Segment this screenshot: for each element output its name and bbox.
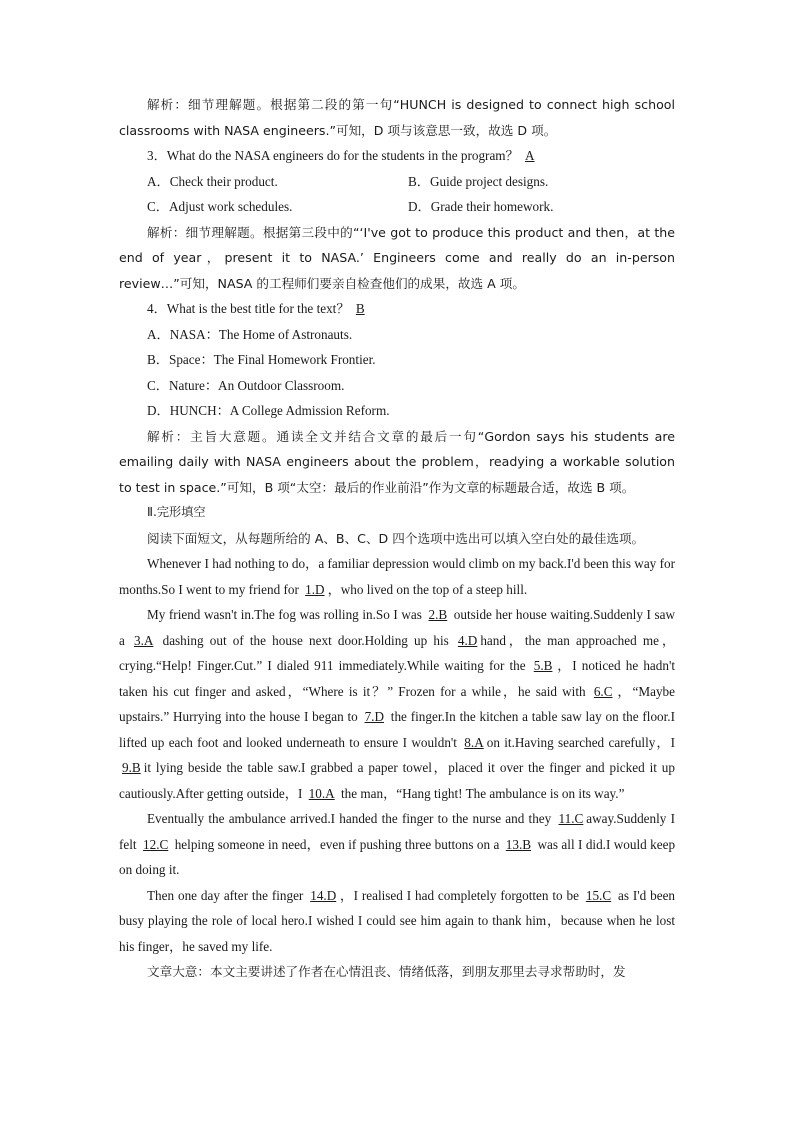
section-heading-cloze: Ⅱ.完形填空 [147, 505, 206, 519]
text-run: ，I noticed he hadn't taken his cut finger and asked，“Where is it？” Frozen for a while，he said with [119, 658, 675, 699]
cloze-paragraph-4 [119, 883, 675, 960]
cloze-paragraph-1 [119, 551, 675, 602]
text-run: hand，the man approached me，crying.“Help! Finger.Cut.” I dialed 911 immediately.While waiting for the [119, 632, 676, 673]
q3-stem [119, 143, 675, 169]
blank-6: 6.C [593, 683, 613, 699]
q3-stem-text: 3．What do the NASA engineers do for the students in the program？ [147, 148, 519, 163]
blank-7: 7.D [364, 709, 384, 724]
q3-options-row-1 [119, 169, 675, 195]
q3-answer: A [525, 148, 535, 163]
blank-1: 1.D [305, 581, 325, 597]
blank-13: 13.B [505, 836, 532, 852]
blank-3: 3.A [134, 632, 154, 648]
text-run: My friend wasn't in.The fog was rolling in.So I was [147, 607, 422, 622]
text-run: Whenever I had nothing to do，a familiar depression would climb on my back.I'd been this way for months.So I went to my friend for [119, 556, 675, 597]
q3-option-a: A．Check their product. [147, 173, 278, 189]
cloze-paragraph-2 [119, 602, 675, 806]
q3-option-d: D．Grade their homework. [408, 199, 554, 214]
text-run: ，“Maybe upstairs.” Hurrying into the house I began to [119, 683, 675, 724]
blank-8: 8.A [464, 734, 484, 750]
blank-5: 5.B [533, 658, 553, 673]
q2-explanation: 解析：细节理解题。根据第二段的第一句“HUNCH is designed to connect high school classrooms with NASA engineers.”可知，D 项与该意思一致，故选 D 项。 [119, 97, 675, 138]
q4-explanation: 解析：主旨大意题。通读全文并结合文章的最后一句“Gordon says his students are emailing daily with NASA engineers about the problem，readying a workable solution to test in space.”可知，B 项“太空：最后的作业前沿”作为文章的标题最合适，故选 B 项。 [119, 428, 675, 495]
text-run: was all I did.I would keep on doing it. [119, 836, 676, 877]
q3-option-b: B．Guide project designs. [408, 173, 549, 189]
blank-15: 15.C [585, 887, 612, 903]
q4-option-b: B．Space：The Final Homework Frontier. [147, 352, 376, 367]
blank-11: 11.C [558, 811, 584, 826]
text-run: outside her house waiting.Suddenly I saw a [119, 607, 675, 648]
q4-answer: B [355, 301, 365, 316]
text-run: the finger.In the kitchen a table saw lay on the floor.I lifted up each foot and looked underneath to ensure I wouldn't [119, 709, 675, 750]
q4-stem-text: 4．What is the best title for the text？ [147, 301, 350, 316]
text-run: it lying beside the table saw.I grabbed a paper towel，placed it over the finger and picked it up cautiously.After getting outside，I [119, 760, 675, 801]
text-run: the man，“Hang tight! The ambulance is on its way.” [340, 785, 625, 801]
article-summary: 文章大意：本文主要讲述了作者在心情沮丧、情绪低落，到朋友那里去寻求帮助时，发 [147, 964, 626, 979]
blank-14: 14.D [310, 887, 337, 903]
text-run: dashing out of the house next door.Holding up his [162, 632, 449, 648]
cloze-instructions: 阅读下面短文，从每题所给的 A、B、C、D 四个选项中选出可以填入空白处的最佳选项。 [147, 530, 645, 546]
text-run: ，who lived on the top of a steep hill. [327, 581, 528, 597]
text-run: on it.Having searched carefully，I [486, 734, 675, 750]
blank-10: 10.A [308, 785, 335, 801]
cloze-paragraph-3 [119, 806, 675, 883]
text-run: away.Suddenly I felt [119, 811, 676, 852]
q3-explanation: 解析：细节理解题。根据第三段中的“‘I've got to produce this product and then，at the end of year，present it to NASA.’ Engineers come and really do an in-person review…”可知，NASA 的工程师们要亲自检查他们的成果，故选 A 项。 [119, 224, 675, 291]
text-run: Then one day after the finger [147, 887, 304, 903]
text-run: Eventually the ambulance arrived.I handed the finger to the nurse and they [147, 811, 552, 826]
text-run: ，I realised I had completely forgotten to be [339, 887, 579, 903]
blank-2: 2.B [428, 607, 448, 622]
q4-option-c: C．Nature：An Outdoor Classroom. [147, 377, 345, 393]
text-run: helping someone in need，even if pushing three buttons on a [174, 836, 500, 852]
q3-options-row-2 [119, 194, 675, 220]
blank-9: 9.B [122, 760, 141, 775]
text-run: as I'd been busy playing the role of local hero.I wished I could see him again to thank him，because when he lost his finger，he saved my life. [119, 887, 676, 954]
blank-4: 4.D [457, 632, 478, 648]
document-page [119, 92, 675, 985]
blank-12: 12.C [143, 836, 169, 852]
q4-stem [119, 296, 675, 322]
q4-option-a: A．NASA：The Home of Astronauts. [147, 326, 353, 342]
q3-option-c: C．Adjust work schedules. [147, 199, 293, 214]
q4-option-d: D．HUNCH：A College Admission Reform. [147, 403, 390, 418]
